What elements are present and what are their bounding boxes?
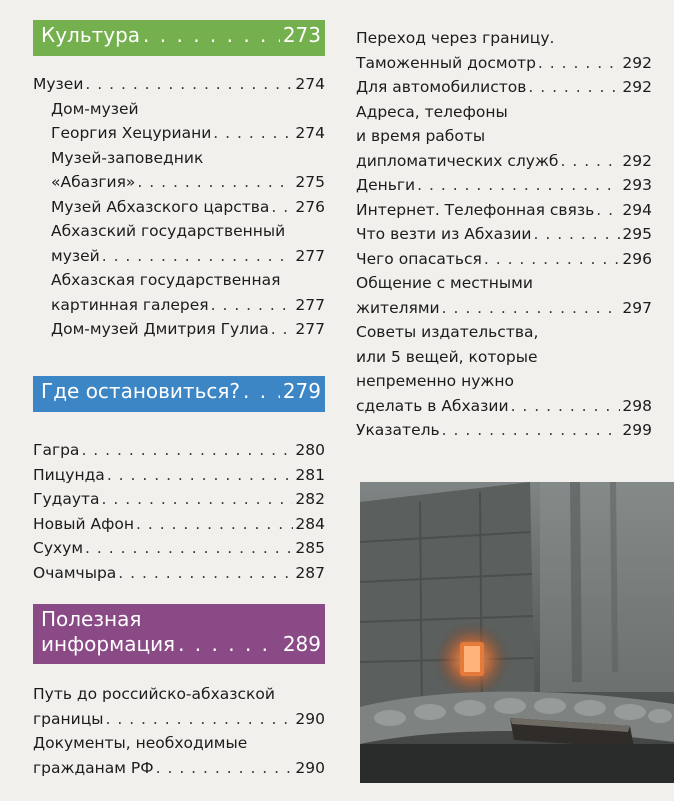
toc-entry-page: 298 — [622, 396, 652, 415]
toc-entry-page: 274 — [295, 75, 325, 93]
toc-entry-title: Очамчыра — [33, 563, 117, 582]
toc-entry-title: Деньги — [356, 176, 416, 194]
toc-entry-page: 290 — [295, 709, 325, 728]
toc-entry — [33, 72, 325, 97]
toc-entry — [33, 561, 325, 586]
toc-entry — [33, 731, 325, 780]
toc-entry — [356, 100, 652, 174]
toc-entry-page: 292 — [622, 78, 652, 96]
toc-entry-title: границы — [33, 709, 104, 728]
toc-entry-title: жителями — [356, 298, 440, 317]
toc-entry-title: дипломатических служб — [356, 151, 559, 170]
toc-entry-page: 287 — [295, 563, 325, 582]
toc-entry — [33, 463, 325, 488]
toc-entry-page: 293 — [622, 176, 652, 194]
toc-entry-title: Пицунда — [33, 465, 105, 484]
toc-entry-title: Адреса, телефоны — [356, 102, 508, 121]
toc-entry-title: сделать в Абхазии — [356, 396, 509, 415]
toc-entry-title: картинная галерея — [51, 295, 209, 314]
toc-entry — [33, 97, 325, 146]
toc-entry — [33, 268, 325, 317]
toc-list-continued — [356, 26, 652, 443]
toc-entry — [33, 219, 325, 268]
lantern-photo — [360, 482, 674, 783]
toc-entry — [356, 198, 652, 223]
toc-entry — [33, 317, 325, 342]
toc-entry-title: Абхазская государственная — [51, 271, 281, 289]
toc-entry-page: 296 — [622, 249, 652, 268]
toc-entry-title: Таможенный досмотр — [356, 53, 536, 72]
section-header-culture — [33, 20, 325, 56]
toc-entry-title: Дом-музей Дмитрия Гулиа — [51, 320, 269, 338]
toc-entry — [33, 536, 325, 561]
toc-entry-page: 292 — [622, 53, 652, 72]
section-title: Где остановиться? — [41, 379, 241, 403]
toc-entry — [356, 51, 652, 76]
toc-entry-page: 276 — [295, 197, 325, 216]
toc-entry-title: Георгия Хецуриани — [51, 124, 212, 142]
section-page: 273 — [282, 23, 321, 47]
toc-entry-title: Для автомобилистов — [356, 78, 527, 96]
toc-entry-title: Музей-заповедник — [51, 148, 204, 167]
toc-entry-title: музей — [51, 246, 100, 265]
toc-entry-page: 277 — [295, 295, 325, 314]
toc-list-culture — [33, 72, 325, 342]
toc-entry-title: Гудаута — [33, 490, 100, 508]
toc-entry-page: 295 — [622, 225, 652, 243]
toc-entry-title: непременно нужно — [356, 372, 514, 390]
toc-entry-title: Музей Абхазского царства — [51, 197, 270, 216]
toc-list-useful — [33, 682, 325, 780]
section-title-line1: Полезная — [41, 607, 142, 631]
toc-entry-page: 299 — [622, 421, 652, 439]
section-title-line2: информация — [41, 632, 176, 656]
toc-entry-page: 294 — [622, 200, 652, 219]
section-page: 289 — [282, 632, 321, 656]
toc-entry-title: Указатель — [356, 421, 440, 439]
section-header-useful — [33, 604, 325, 664]
toc-entry-title: Дом-музей — [51, 99, 139, 118]
toc-entry — [33, 512, 325, 537]
toc-entry-title: гражданам РФ — [33, 758, 154, 777]
toc-entry-page: 277 — [295, 246, 325, 265]
toc-entry-page: 285 — [295, 539, 325, 557]
toc-entry-page: 277 — [295, 320, 325, 338]
toc-entry-title: Что везти из Абхазии — [356, 225, 532, 243]
toc-entry-title: Советы издательства, — [356, 323, 539, 341]
toc-entry-page: 284 — [295, 514, 325, 533]
section-title: Культура — [41, 23, 141, 47]
toc-list-stay — [33, 438, 325, 585]
toc-entry-title: Музеи — [33, 75, 84, 93]
toc-entry-page: 280 — [295, 441, 325, 459]
toc-entry-title: Документы, необходимые — [33, 734, 248, 752]
toc-entry-page: 275 — [295, 173, 325, 191]
toc-entry — [33, 146, 325, 195]
toc-entry-title: Абхазский государственный — [51, 222, 286, 240]
toc-entry-title: или 5 вещей, которые — [356, 347, 538, 366]
toc-entry — [33, 195, 325, 220]
toc-entry-title: Чего опасаться — [356, 249, 482, 268]
section-header-stay — [33, 376, 325, 412]
toc-entry — [33, 487, 325, 512]
toc-entry — [33, 682, 325, 731]
toc-entry-title: Переход через границу. — [356, 29, 555, 47]
toc-entry-page: 281 — [295, 465, 325, 484]
toc-entry — [356, 320, 652, 418]
toc-entry — [356, 222, 652, 247]
toc-entry — [356, 26, 652, 51]
toc-entry-title: Путь до российско-абхазской — [33, 685, 275, 703]
toc-entry — [356, 271, 652, 320]
toc-entry-page: 282 — [295, 490, 325, 508]
toc-entry — [356, 418, 652, 443]
toc-entry — [33, 438, 325, 463]
toc-entry-page: 290 — [295, 758, 325, 777]
section-page: 279 — [282, 379, 321, 403]
toc-entry — [356, 247, 652, 272]
toc-entry-page: 297 — [622, 298, 652, 317]
toc-entry-title: Гагра — [33, 441, 80, 459]
toc-entry — [356, 75, 652, 100]
toc-entry — [356, 173, 652, 198]
toc-entry-title: Интернет. Телефонная связь — [356, 200, 595, 219]
toc-entry-page: 292 — [622, 151, 652, 170]
toc-entry-title: Новый Афон — [33, 514, 134, 533]
toc-entry-title: «Абазгия» — [51, 173, 136, 191]
toc-entry-page: 274 — [295, 124, 325, 142]
toc-entry-title: Общение с местными — [356, 274, 533, 292]
toc-entry-title: и время работы — [356, 127, 486, 145]
toc-entry-title: Сухум — [33, 539, 84, 557]
